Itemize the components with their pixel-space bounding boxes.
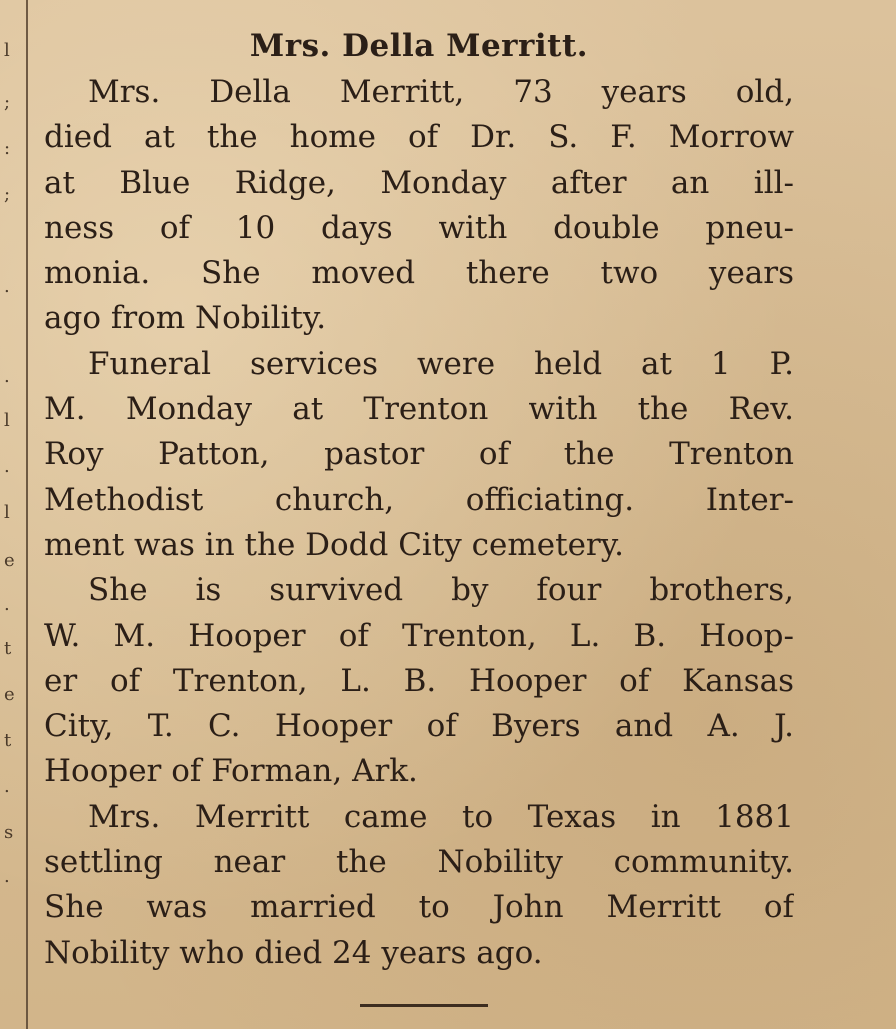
text-line: Mrs. Merritt came to Texas in 1881 xyxy=(88,798,794,835)
paragraph xyxy=(44,568,794,794)
paragraph xyxy=(44,342,794,568)
gutter-mark: . xyxy=(4,594,10,615)
gutter-mark: ; xyxy=(4,92,11,113)
text-line: City, T. C. Hooper of Byers and A. J. xyxy=(44,708,794,745)
gutter-mark: . xyxy=(4,776,10,797)
gutter-mark: t xyxy=(4,638,12,659)
gutter-mark: l xyxy=(4,502,10,523)
text-line: monia. She moved there two years xyxy=(44,255,794,292)
paragraph xyxy=(44,795,794,976)
gutter-mark: e xyxy=(4,684,15,705)
text-line: M. Monday at Trenton with the Rev. xyxy=(44,391,794,428)
text-line: Mrs. Della Merritt, 73 years old, xyxy=(88,74,794,110)
text-line: died at the home of Dr. S. F. Morrow xyxy=(44,119,794,156)
gutter-mark: t xyxy=(4,730,12,751)
gutter-mark: e xyxy=(4,550,15,571)
text-line: W. M. Hooper of Trenton, L. B. Hoop- xyxy=(44,617,794,654)
paragraph xyxy=(44,70,794,342)
text-line: settling near the Nobility community. xyxy=(44,844,794,881)
text-line: Nobility who died 24 years ago. xyxy=(44,934,543,971)
text-line: Hooper of Forman, Ark. xyxy=(44,753,418,790)
text-line: Methodist church, officiating. Inter- xyxy=(44,481,794,518)
headline: Mrs. Della Merritt. xyxy=(249,28,589,64)
gutter-mark: . xyxy=(4,456,10,477)
obituary-article xyxy=(44,24,794,976)
gutter-mark: : xyxy=(4,138,11,159)
text-line: Funeral services were held at 1 P. xyxy=(88,345,794,382)
text-line: She was married to John Merritt of xyxy=(44,889,794,926)
gutter-mark: . xyxy=(4,276,10,297)
adjacent-column-fragment xyxy=(0,0,26,1029)
text-line: ment was in the Dodd City cemetery. xyxy=(44,526,624,563)
text-line: ago from Nobility. xyxy=(44,300,327,337)
gutter-mark: s xyxy=(4,822,14,843)
text-line: Roy Patton, pastor of the Trenton xyxy=(44,436,794,473)
gutter-mark: . xyxy=(4,866,10,887)
gutter-mark: l xyxy=(4,40,10,61)
column-divider xyxy=(26,0,28,1029)
gutter-mark: ; xyxy=(4,184,11,205)
text-line: at Blue Ridge, Monday after an ill- xyxy=(44,164,794,201)
gutter-mark: . xyxy=(4,366,10,387)
gutter-mark: l xyxy=(4,410,10,431)
text-line: er of Trenton, L. B. Hooper of Kansas xyxy=(44,662,794,699)
end-of-article-rule xyxy=(360,1004,488,1007)
text-line: She is survived by four brothers, xyxy=(88,572,794,609)
text-line: ness of 10 days with double pneu- xyxy=(44,209,794,246)
